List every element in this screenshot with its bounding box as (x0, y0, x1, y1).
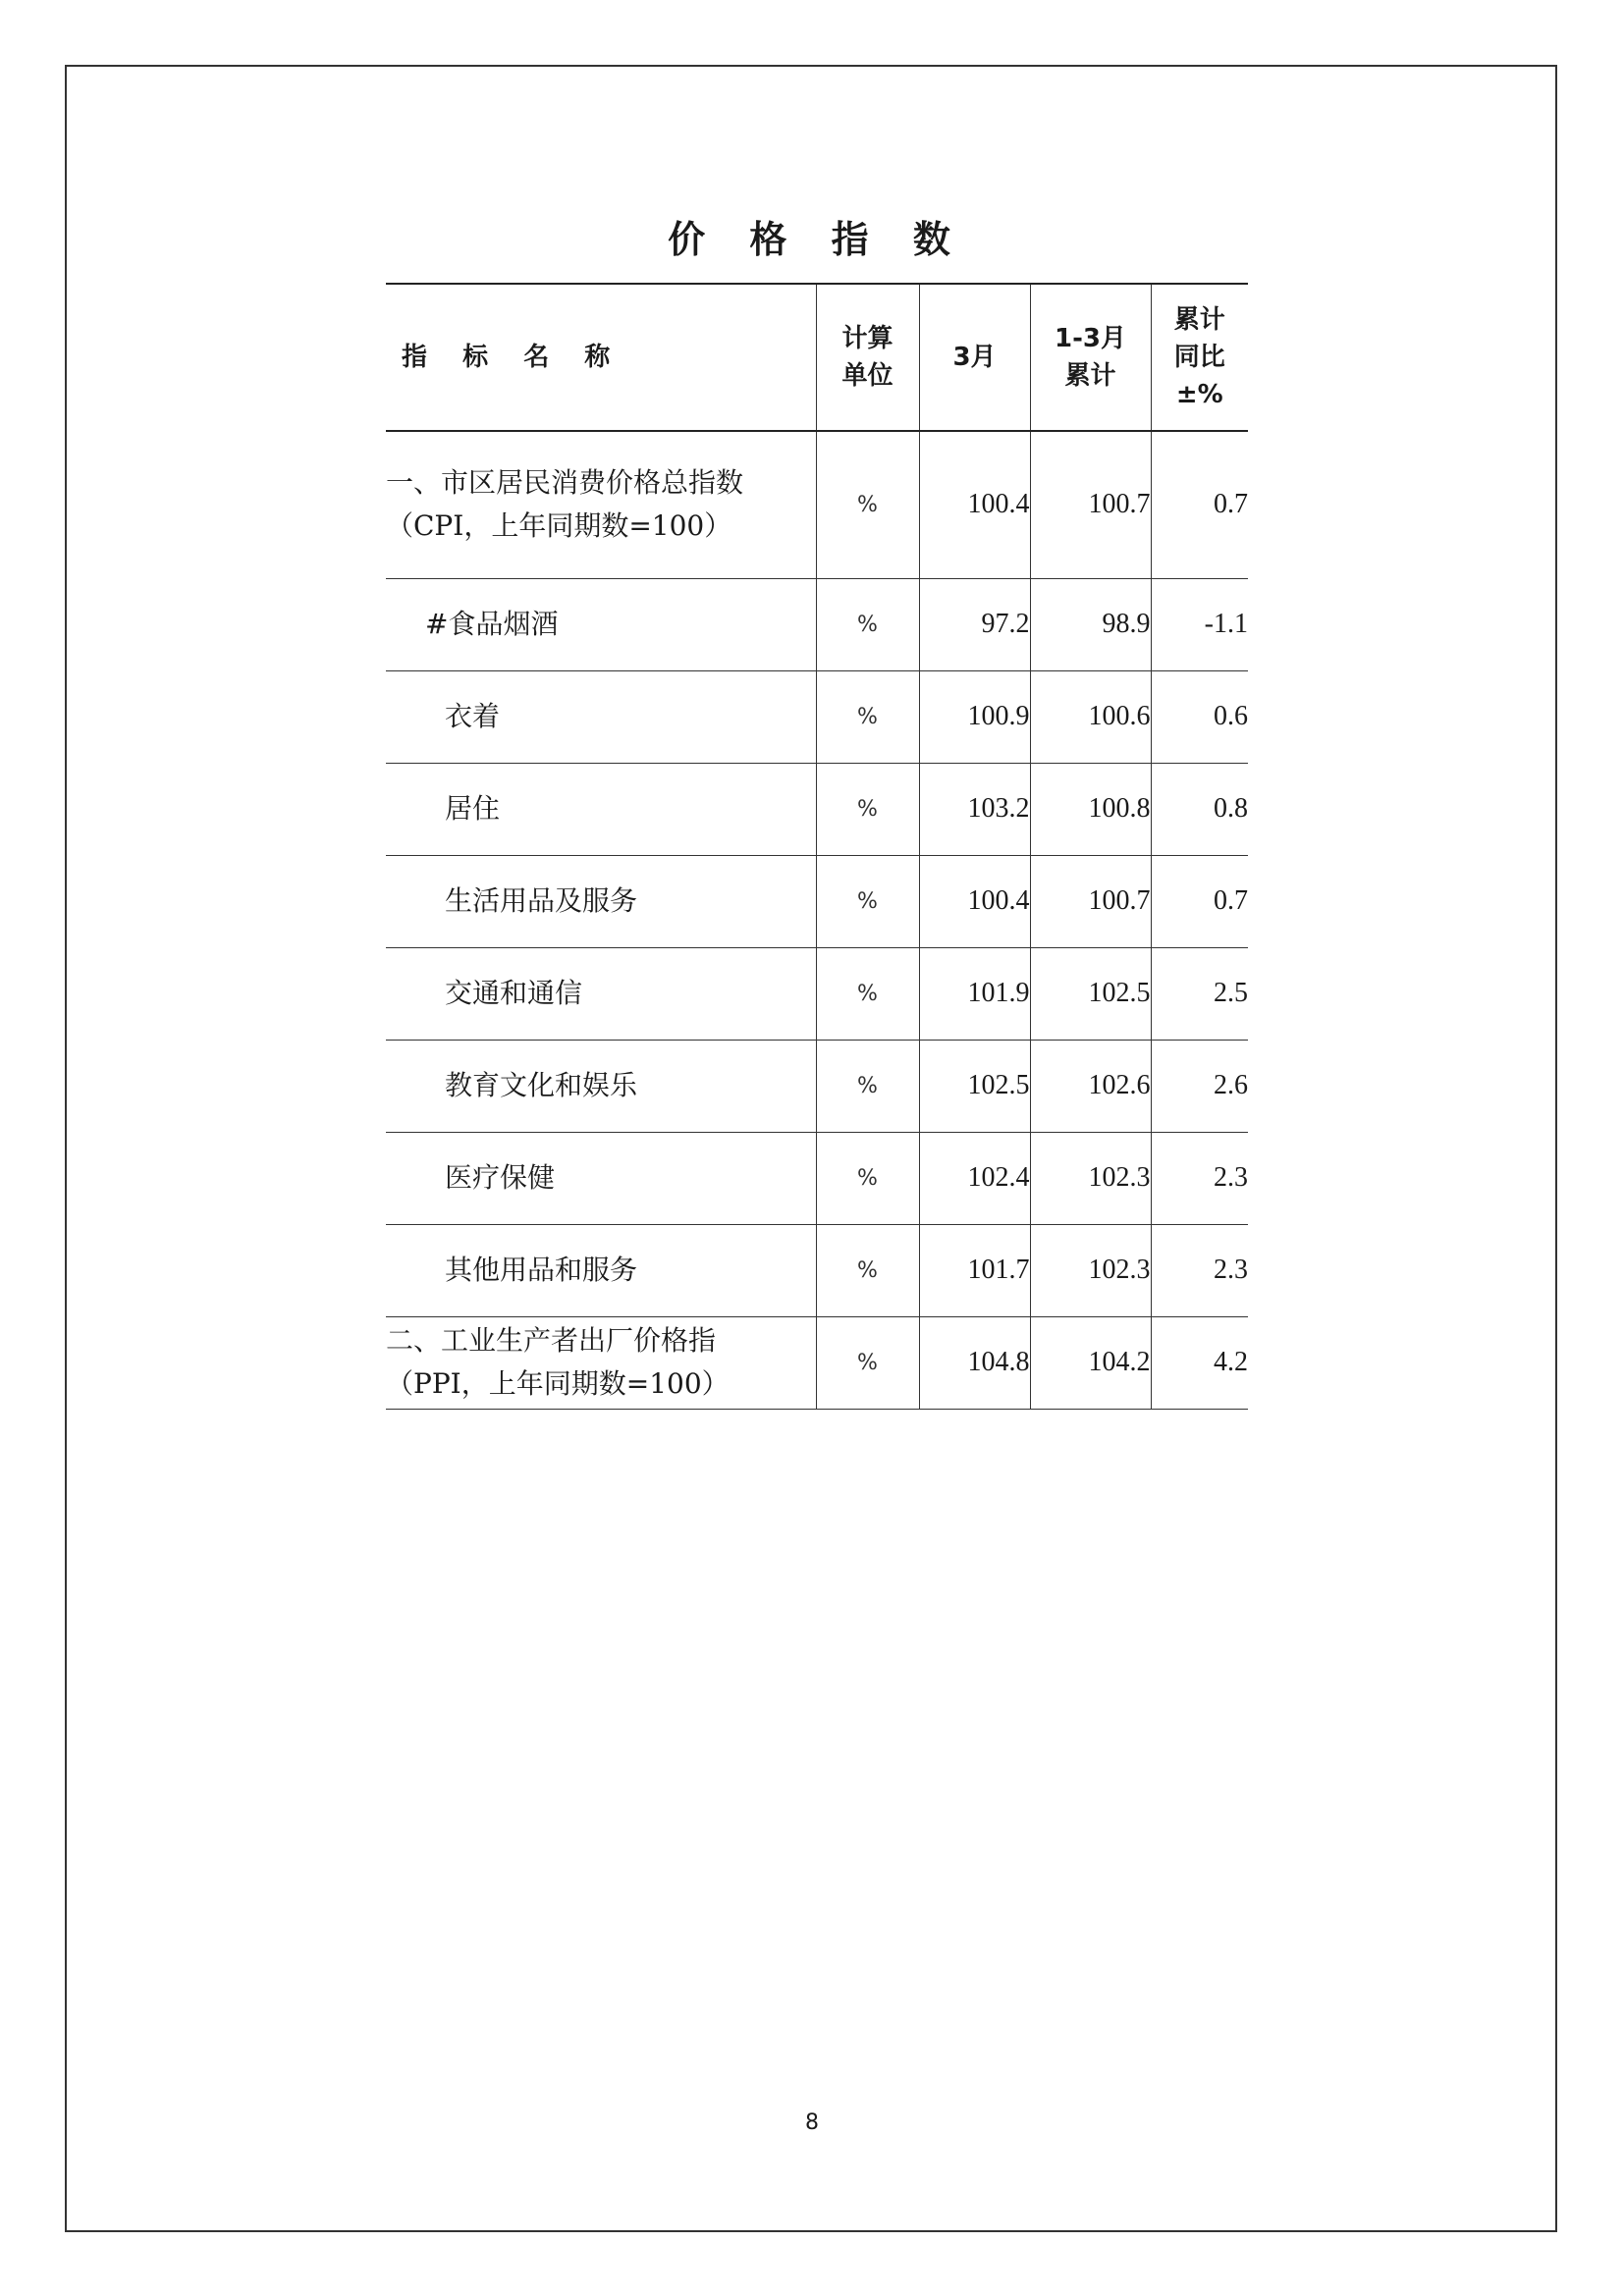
row-month-value: 104.8 (919, 1316, 1030, 1409)
row-yoy-value: 0.8 (1151, 763, 1248, 855)
row-name (386, 431, 816, 578)
row-cumulative-value: 100.7 (1030, 431, 1151, 578)
row-month-value: 102.4 (919, 1132, 1030, 1224)
table-row (386, 763, 1248, 855)
row-unit: % (816, 855, 919, 947)
row-cumulative-value: 102.6 (1030, 1040, 1151, 1132)
table-header-row (386, 284, 1248, 431)
row-name-line: 二、工业生产者出厂价格指 (386, 1324, 717, 1357)
header-yoy: 累计 同比 ±% (1151, 284, 1248, 431)
page-number: 8 (805, 2110, 819, 2135)
header-month: 3月 (919, 284, 1030, 431)
row-name-line: （PPI，上年同期数=100） (386, 1367, 730, 1400)
row-unit: % (816, 1224, 919, 1316)
row-cumulative-value: 102.3 (1030, 1224, 1151, 1316)
page-title: 价 格 指 数 (668, 218, 966, 261)
row-month-value: 100.4 (919, 431, 1030, 578)
table-row (386, 1132, 1248, 1224)
row-yoy-value: 0.7 (1151, 855, 1248, 947)
row-month-value: 100.9 (919, 670, 1030, 763)
row-cumulative-value: 102.5 (1030, 947, 1151, 1040)
row-unit: % (816, 431, 919, 578)
row-month-value: 101.9 (919, 947, 1030, 1040)
row-month-value: 101.7 (919, 1224, 1030, 1316)
table-row (386, 431, 1248, 578)
row-unit: % (816, 1132, 919, 1224)
row-month-value: 102.5 (919, 1040, 1030, 1132)
header-indicator-name: 指 标 名 称 (402, 343, 617, 372)
table-row (386, 1224, 1248, 1316)
row-name: #食品烟酒 (425, 608, 559, 640)
row-name: 交通和通信 (445, 977, 583, 1009)
row-unit: % (816, 1316, 919, 1409)
header-unit: 计算 单位 (816, 284, 919, 431)
header-cumulative: 1-3月 累计 (1030, 284, 1151, 431)
row-cumulative-value: 100.7 (1030, 855, 1151, 947)
row-yoy-value: 4.2 (1151, 1316, 1248, 1409)
row-yoy-value: -1.1 (1151, 578, 1248, 670)
table-row (386, 1040, 1248, 1132)
row-unit: % (816, 1040, 919, 1132)
row-unit: % (816, 947, 919, 1040)
row-yoy-value: 2.3 (1151, 1224, 1248, 1316)
row-cumulative-value: 104.2 (1030, 1316, 1151, 1409)
table-row (386, 578, 1248, 670)
row-yoy-value: 2.3 (1151, 1132, 1248, 1224)
row-yoy-value: 0.6 (1151, 670, 1248, 763)
row-unit: % (816, 670, 919, 763)
price-index-table (386, 283, 1248, 1410)
row-month-value: 100.4 (919, 855, 1030, 947)
row-unit: % (816, 578, 919, 670)
table-row (386, 670, 1248, 763)
row-cumulative-value: 100.8 (1030, 763, 1151, 855)
row-yoy-value: 0.7 (1151, 431, 1248, 578)
row-name: 其他用品和服务 (445, 1254, 638, 1286)
row-name: 医疗保健 (445, 1161, 556, 1194)
row-unit: % (816, 763, 919, 855)
table-row (386, 947, 1248, 1040)
row-name (386, 1316, 816, 1409)
row-name: 教育文化和娱乐 (445, 1069, 638, 1101)
row-yoy-value: 2.6 (1151, 1040, 1248, 1132)
row-yoy-value: 2.5 (1151, 947, 1248, 1040)
row-cumulative-value: 102.3 (1030, 1132, 1151, 1224)
row-name: 居住 (445, 792, 501, 825)
table-row (386, 855, 1248, 947)
table-row (386, 1316, 1248, 1409)
row-month-value: 103.2 (919, 763, 1030, 855)
row-cumulative-value: 98.9 (1030, 578, 1151, 670)
row-name-line: （CPI，上年同期数=100） (386, 509, 732, 543)
row-name: 衣着 (445, 700, 501, 732)
row-month-value: 97.2 (919, 578, 1030, 670)
row-name-line: 一、市区居民消费价格总指数 (386, 466, 744, 500)
row-cumulative-value: 100.6 (1030, 670, 1151, 763)
row-name: 生活用品及服务 (445, 884, 638, 917)
